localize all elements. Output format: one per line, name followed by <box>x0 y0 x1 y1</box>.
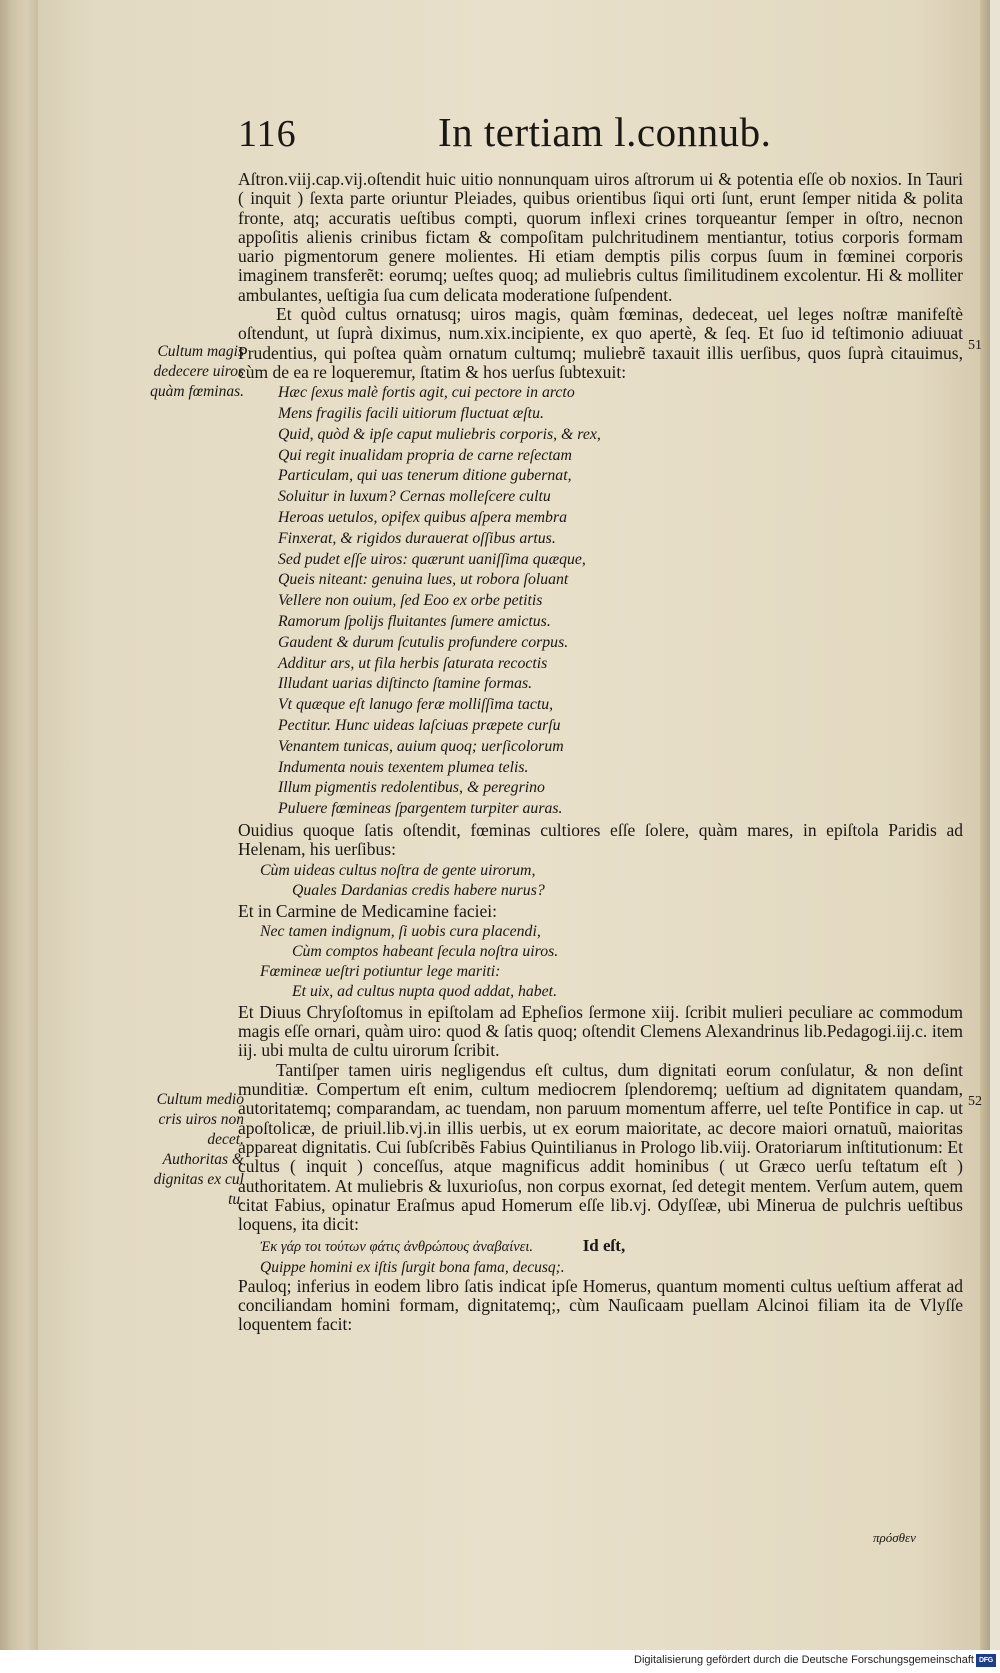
verse-line: Fœmineæ ueſtri potiuntur lege mariti: <box>260 962 501 980</box>
page-number: 116 <box>238 113 297 155</box>
greek-verse: Ἐκ γάρ τοι τούτων φάτις ἀνθρώπους ἀναβαίνει. <box>260 1239 534 1256</box>
paragraph: Tantiſper tamen uiris negligendus eſt cultus, dum dignitati eorum conſulatur, & non deſint munditiæ. Compertum eſt enim, cultum mediocrem ſplendoremq; ueſtium ad dignitatem quandam, autoritatemq; comparandam, ac tuendam, non paruum momentum afferre, uel teſte Pontifice in cap. ut apoſtolicæ, de priuil.lib.vj.in illis uerbis, ut ex eorum maioritate, ac decore maiori ornatuũ, maioritas appareat dignitatis. Cui ſubſcribẽs Fabius Quintilianus in Prologo lib.viij. Oratoriarum inſtitutionum: Et cultus ( inquit ) conceſſus, atque magnificus addit hominibus ( ut Græco uerſu teſtatum eſt ) authoritatem. At muliebris & luxurioſus, non corpus exornat, ſed detegit mentem. Verſum autem, quem citat Fabius, opinatur Eraſmus apud Homerum eſſe lib.vj. Odyſſeæ, ubi Minerua de pulchris ueſtibus loquens, ita dicit: <box>238 1059 963 1235</box>
verse-line: Indumenta nouis texentem plumea telis. <box>278 758 529 776</box>
latin-translation: Quippe homini ex iſtis ſurgit bona fama, decusq;. <box>260 1258 565 1276</box>
verse-line: Ramorum ſpolijs fluitantes ſumere amictus. <box>278 613 551 631</box>
paragraph: Ouidius quoque ſatis oſtendit, fœminas cultiores eſſe ſolere, quàm mares, in epiſtola Paridis ad Helenam, his uerſibus: <box>238 820 963 860</box>
verse-line: Queis niteant: genuina lues, ut robora ſoluant <box>278 571 569 589</box>
verse-line: Illudant uarias diſtincto ſtamine formas. <box>278 675 533 693</box>
paragraph: Et Diuus Chryſoſtomus in epiſtolam ad Epheſios ſermone xiij. ſcribit mulieri peculiare ac commodum magis eſſe ornari, quàm uiro: quod & ſatis quoq; oſtendit Clemens Alexandrinus lib.Pedagogi.iij.c. item iij. ubi multa de cultu uirorum ſcribit. <box>238 1001 963 1061</box>
verse-line: Soluitur in luxum? Cernas molleſcere cultu <box>278 488 551 506</box>
verse-line: Et uix, ad cultus nupta quod addat, habet. <box>292 982 558 1000</box>
verse-line: Cùm comptos habeant ſecula noſtra uiros. <box>292 942 559 960</box>
verse-line: Vt quæque eſt lanugo feræ molliſſima tactu, <box>278 696 554 714</box>
paragraph: Aſtron.viij.cap.vij.oſtendit huic uitio nonnunquam uiros aſtrorum ui & potentia eſſe ob noxios. In Tauri ( inquit ) ſexta parte oriuntur Pleiades, quibus orientibus ſiqui orti ſunt, erunt ſemper nitida & polita fronte, atq; accuratis ueſtibus compti, quorum inflexi crines torqueantur ſemper in oſtro, necnon appoſitis alienis crinibus fictam & compoſitam pulchritudinem mentiantur, totius corporis formam uario pigmentorum genere molientes. Hi etiam demptis pilis corpus ſuum in fœminei corporis imaginem transferẽt: eorumq; ueſtes quoq; ad muliebris cultus ſimilitudinem excolentur. Hi & molliter ambulantes, ueſtigia ſua cum delicata moderatione ſuſpendent. <box>238 169 963 305</box>
side-number: 51 <box>968 338 982 353</box>
verse-line: Vellere non ouium, ſed Eoo ex orbe petitis <box>278 592 543 610</box>
book-spine-edge <box>0 0 38 1650</box>
dfg-logo-icon: DFG <box>976 1654 996 1667</box>
page-header <box>238 109 878 162</box>
verse-line: Mens fragilis facili uitiorum fluctuat æſtu. <box>278 405 544 423</box>
verse-line: Illum pigmentis redolentibus, & peregrino <box>278 779 545 797</box>
margin-note: Authoritas & dignitas ex cul tu. <box>153 1151 244 1208</box>
book-page <box>38 0 990 1650</box>
paragraph: Et quòd cultus ornatusq; uiros magis, quàm fœminas, dedeceat, uel leges noſtræ manifeſtè oſtendunt, ut ſuprà diximus, num.xix.incipiente, ex quo apertè, & ſeq. Et ſuo id teſtimonio adiuuat Prudentius, qui poſtea quàm ornatum cultumq; muliebrẽ taxauit illis uerſibus, quos ſuprà citauimus, cùm de ea re loqueremur, ſtatim & hos uerſus ſubtexuit: <box>238 304 963 382</box>
side-number: 52 <box>968 1094 982 1109</box>
verse-line: Nec tamen indignum, ſi uobis cura placendi, <box>260 922 541 940</box>
running-head: In tertiam l.connub. <box>438 109 772 155</box>
digitization-credit: Digitalisierung gefördert durch die Deutsche Forschungsgemeinschaft <box>634 1654 974 1666</box>
verse-line: Heroas uetulos, opifex quibus aſpera membra <box>278 509 567 527</box>
verse-line: Sed pudet eſſe uiros: quærunt uaniſſima quæque, <box>278 550 586 568</box>
verse-line: Gaudent & durum ſcutulis profundere corpus. <box>278 633 569 651</box>
verse-line: Finxerat, & rigidos durauerat oſſibus artus. <box>278 529 556 547</box>
verse-quotation <box>238 922 963 1002</box>
footer-bar <box>0 1650 1000 1673</box>
verse-line: Puluere fœmineas ſpargentem turpiter auras. <box>278 800 563 818</box>
verse-line: Hæc ſexus malè fortis agit, cui pectore in arcto <box>278 384 575 402</box>
verse-line: Particulam, qui uas tenerum ditione gubernat, <box>278 467 572 485</box>
verse-line: Cùm uideas cultus noſtra de gente uirorum, <box>260 861 536 879</box>
greek-quotation <box>260 1236 963 1257</box>
verse-line: Additur ars, ut fila herbis ſaturata recoctis <box>278 654 548 672</box>
verse-quotation <box>238 861 963 901</box>
verse-line: Quid, quòd & ipſe caput muliebris corporis, & rex, <box>278 425 601 443</box>
verse-line: Quales Dardanias credis habere nurus? <box>292 881 545 899</box>
verse-line: Venantem tunicas, auium quoq; uerſicolorum <box>278 737 564 755</box>
verse-line: Pectitur. Hunc uideas laſciuas præpete curſu <box>278 717 561 735</box>
paragraph: Pauloq; inferius in eodem libro ſatis indicat ipſe Homerus, quantum momenti cultus ueſtium afferat ad conciliandam homini formam, dignitatemq;, cùm Nauſicaam puellam Alcinoi filiam ita de Vlyſſe loquentem facit: <box>238 1275 963 1335</box>
main-text-block <box>238 170 963 1335</box>
verse-quotation <box>238 383 963 820</box>
page-edge-shadow <box>980 0 990 1650</box>
verse-line: Qui regit inualidam propria de carne reſectam <box>278 446 572 464</box>
id-est-label: Id eſt, <box>582 1236 626 1256</box>
catchword: πρόσθεν <box>873 1530 916 1545</box>
margin-note: Cultum medio cris uiros non decet. <box>156 1091 244 1148</box>
margin-note: Cultum magis dedecere uiros quàm fœminas. <box>150 343 244 400</box>
paragraph: Et in Carmine de Medicamine faciei: <box>238 900 497 921</box>
